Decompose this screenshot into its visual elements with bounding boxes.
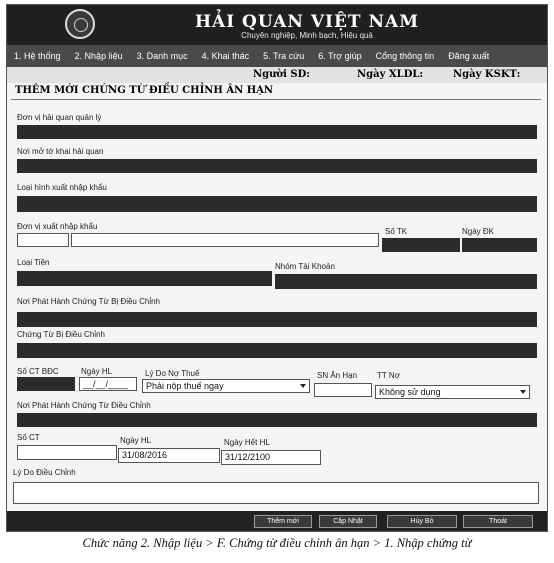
menu-item-he-thong[interactable]: 1. Hệ thống [14, 51, 61, 61]
ngay-hl2-input[interactable]: 31/08/2016 [118, 448, 220, 463]
don-vi-hq-field[interactable] [17, 125, 537, 139]
loai-tien-field[interactable] [17, 271, 272, 286]
so-ct-input[interactable] [17, 445, 117, 460]
ngay-dk-field[interactable] [462, 238, 537, 252]
sn-an-han-input[interactable] [314, 383, 372, 397]
noi-mo-tk-field[interactable] [17, 159, 537, 173]
noi-ph-bi-dc-field[interactable] [17, 312, 537, 327]
so-ct-bdc-field[interactable] [17, 377, 75, 391]
so-ct-label: Số CT [17, 433, 40, 442]
customs-emblem-icon [65, 9, 95, 39]
application-window [6, 4, 548, 532]
noi-ph-dc-label: Nơi Phát Hành Chứng Từ Điều Chỉnh [17, 401, 151, 410]
ngay-het-hl-input[interactable]: 31/12/2100 [221, 450, 321, 465]
ly-do-dc-label: Lý Do Điều Chỉnh [13, 468, 76, 477]
loai-hinh-field[interactable] [17, 196, 537, 212]
noi-ph-dc-field[interactable] [17, 413, 537, 427]
ct-bi-dc-field[interactable] [17, 343, 537, 358]
title-divider [11, 99, 541, 100]
noi-ph-bi-dc-label: Nơi Phát Hành Chứng Từ Bị Điều Chỉnh [17, 297, 160, 306]
loai-hinh-label: Loại hình xuất nhập khẩu [17, 183, 107, 192]
so-tk-label: Số TK [385, 227, 408, 236]
ct-bi-dc-label: Chứng Từ Bị Điều Chỉnh [17, 330, 105, 339]
app-title: HẢI QUAN VIỆT NAM [194, 12, 420, 32]
cancel-button[interactable]: Hủy Bỏ [387, 515, 457, 528]
ly-do-no-thue-label: Lý Do Nợ Thuế [145, 369, 200, 378]
exit-button[interactable]: Thoát [463, 515, 533, 528]
menu-item-tra-cuu[interactable]: 5. Tra cứu [263, 51, 305, 61]
update-button[interactable]: Cập Nhật [319, 515, 377, 528]
noi-mo-tk-label: Nơi mở tờ khai hải quan [17, 147, 104, 156]
kskt-date-label: Ngày KSKT: [453, 69, 521, 80]
ngay-hl2-label: Ngày HL [120, 436, 152, 445]
menu-item-danh-muc[interactable]: 3. Danh mục [136, 51, 188, 61]
loai-tien-label: Loại Tiền [17, 258, 50, 267]
ngay-hl-label: Ngày HL [81, 367, 113, 376]
don-vi-xnk-label: Đơn vị xuất nhập khẩu [17, 222, 98, 231]
menu-item-tro-giup[interactable]: 6. Trợ giúp [318, 51, 362, 61]
nhom-tk-field[interactable] [275, 274, 537, 289]
action-bar [7, 511, 547, 531]
page-title: THÊM MỚI CHỨNG TỪ ĐIỀU CHỈNH ÂN HẠN [15, 85, 274, 96]
menu-item-cong-thong-tin[interactable]: Cổng thông tin [375, 51, 435, 61]
menu-item-nhap-lieu[interactable]: 2. Nhập liệu [74, 51, 123, 61]
menu-item-dang-xuat[interactable]: Đăng xuất [448, 51, 490, 61]
add-button[interactable]: Thêm mới [254, 515, 312, 528]
ly-do-no-thue-value: Phải nộp thuế ngay [146, 381, 224, 391]
so-tk-field[interactable] [382, 238, 460, 252]
xldl-date-label: Ngày XLDL: [357, 69, 424, 80]
sn-an-han-label: SN Ân Hạn [317, 371, 358, 380]
so-ct-bdc-label: Số CT BĐC [17, 367, 59, 376]
figure-caption: Chức năng 2. Nhập liệu > F. Chứng từ điều chỉnh ân hạn > 1. Nhập chứng từ [82, 536, 472, 550]
tt-no-label: TT Nợ [377, 371, 400, 380]
ngay-het-hl-label: Ngày Hết HL [224, 438, 270, 447]
chevron-down-icon [520, 390, 526, 394]
menu-item-khai-thac[interactable]: 4. Khai thác [201, 51, 250, 61]
tt-no-value: Không sử dụng [379, 387, 441, 397]
ly-do-dc-textarea[interactable] [13, 482, 539, 504]
app-subtitle: Chuyên nghiệp, Minh bạch, Hiệu quả [241, 31, 373, 40]
app-header [7, 5, 547, 45]
user-label: Người SD: [253, 69, 310, 80]
don-vi-xnk-code-input[interactable] [17, 233, 69, 247]
info-bar [7, 67, 547, 83]
don-vi-xnk-name-input[interactable] [71, 233, 379, 247]
tt-no-select[interactable] [375, 385, 530, 399]
main-menu [7, 45, 547, 67]
chevron-down-icon [300, 384, 306, 388]
ngay-dk-label: Ngày ĐK [462, 227, 495, 236]
ly-do-no-thue-select[interactable] [142, 379, 310, 393]
nhom-tk-label: Nhóm Tài Khoản [275, 262, 335, 271]
ngay-hl-input[interactable]: __/__/____ [79, 377, 137, 391]
don-vi-hq-label: Đơn vị hải quan quản lý [17, 113, 102, 122]
